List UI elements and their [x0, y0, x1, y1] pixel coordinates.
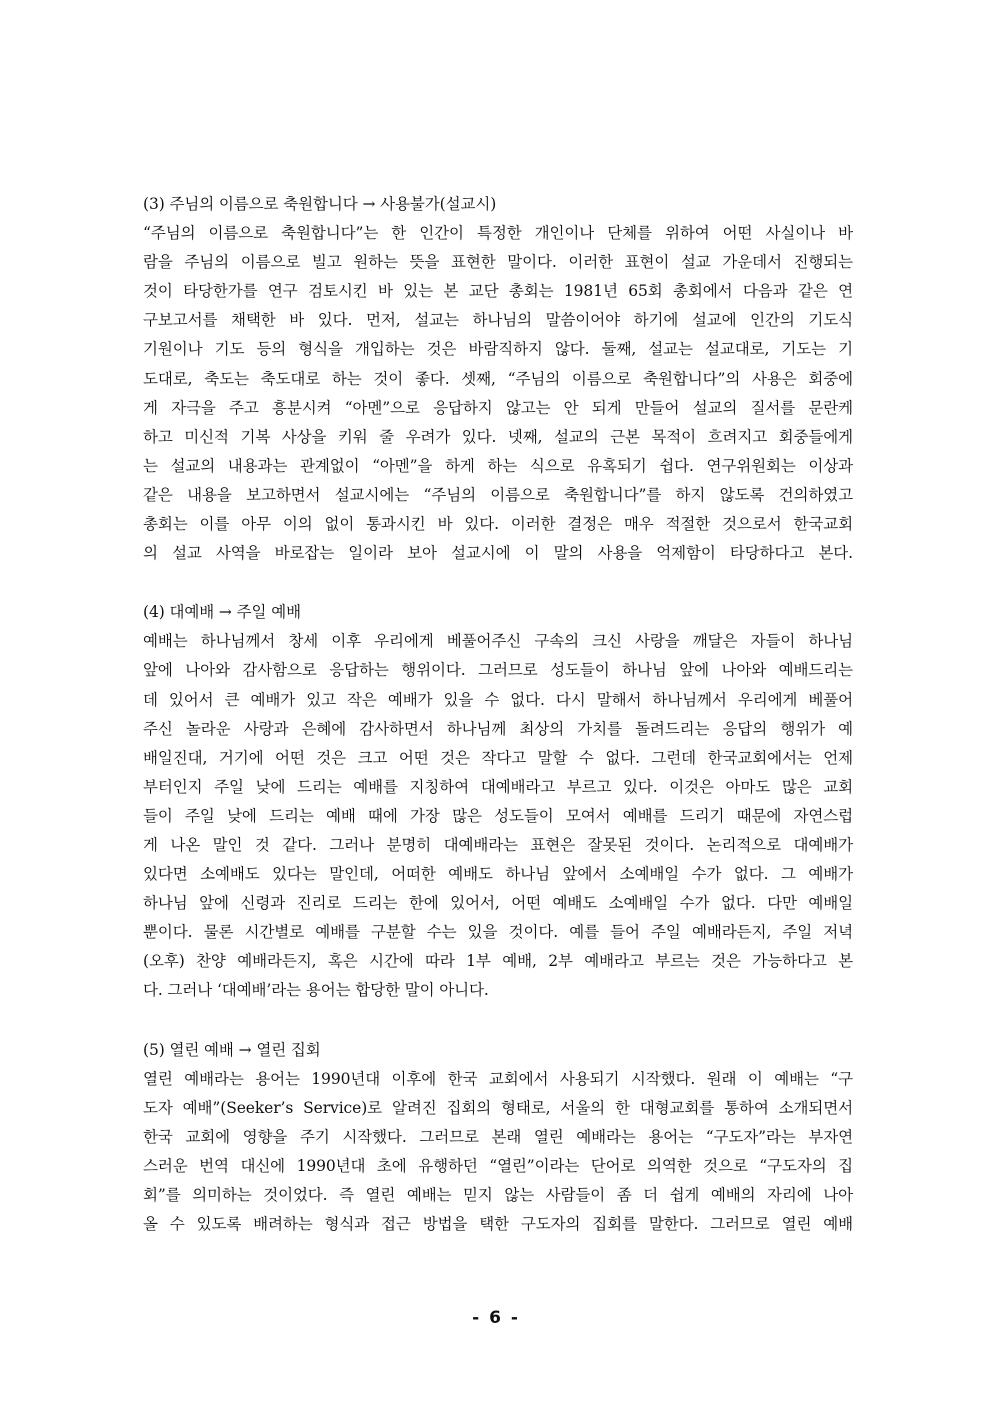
page-number: - 6 -	[472, 1308, 520, 1328]
paragraph-line: 스러운 번역 대신에 1990년대 초에 유행하던 “열린”이라는 단어로 의역한 것으로 “구도자의 집	[143, 1156, 853, 1175]
paragraph-line: 도대로, 축도는 축도대로 하는 것이 좋다. 셋째, “주님의 이름으로 축원합니다”의 사용은 회중에	[143, 369, 853, 388]
paragraph-line: 기원이나 기도 등의 형식을 개입하는 것은 바람직하지 않다. 둘째, 설교는 설교대로, 기도는 기	[143, 340, 853, 359]
paragraph-line: 총회는 이를 아무 이의 없이 통과시킨 바 있다. 이러한 결정은 매우 적절한 것으로서 한국교회	[143, 515, 853, 534]
paragraph-line: 배일진대, 거기에 어떤 것은 크고 어떤 것은 작다고 말할 수 없다. 그런데 한국교회에서는 언제	[143, 748, 853, 767]
section-blessing-in-name	[143, 190, 853, 568]
section-heading: (3) 주님의 이름으로 축원합니다 → 사용불가(설교시)	[143, 195, 497, 213]
paragraph-line: 게 나온 말인 것 같다. 그러나 분명히 대예배라는 표현은 잘못된 것이다. 논리적으로 대예배가	[143, 835, 853, 854]
paragraph-line: 회”를 의미하는 것이었다. 즉 열린 예배는 믿지 않는 사람들이 좀 더 쉽게 예배의 자리에 나아	[143, 1186, 853, 1204]
paragraph-line: 부터인지 주일 낮에 드리는 예배를 지칭하여 대예배라고 부르고 있다. 이것은 아마도 많은 교회	[143, 777, 853, 796]
section-heading: (5) 열린 예배 → 열린 집회	[143, 1040, 321, 1059]
paragraph-line: 올 수 있도록 배려하는 형식과 접근 방법을 택한 구도자의 집회를 말한다. 그러므로 열린 예배	[143, 1215, 853, 1234]
paragraph-line: 앞에 나아와 감사함으로 응답하는 행위이다. 그러므로 성도들이 하나님 앞에 나아와 예배드리는	[143, 661, 853, 680]
paragraph-line: 구보고서를 채택한 바 있다. 먼저, 설교는 하나님의 말씀이어야 하기에 설교에 인간의 기도식	[143, 311, 853, 330]
paragraph-line: 게 자극을 주고 흥분시켜 “아멘”으로 응답하지 않고는 안 되게 만들어 설교의 질서를 문란케	[143, 398, 853, 417]
paragraph-line: (오후) 찬양 예배라든지, 혹은 시간에 따라 1부 예배, 2부 예배라고 부르는 것은 가능하다고 본	[143, 952, 853, 971]
paragraph-line: 주신 놀라운 사랑과 은혜에 감사하면서 하나님께 최상의 가치를 돌려드리는 응답의 행위가 예	[143, 719, 853, 738]
section-main-worship	[143, 598, 853, 1005]
paragraph-line: 뿐이다. 물론 시간별로 예배를 구분할 수는 있을 것이다. 예를 들어 주일 예배라든지, 주일 저녁	[143, 923, 853, 942]
section-open-worship	[143, 1036, 853, 1240]
paragraph-line: “주님의 이름으로 축원합니다”는 한 인간이 특정한 개인이나 단체를 위하여 어떤 사실이나 바	[143, 224, 853, 243]
paragraph-line: 것이 타당한가를 연구 검토시킨 바 있는 본 교단 총회는 1981년 65회 총회에서 다음과 같은 연	[143, 282, 853, 301]
paragraph-line: 하나님 앞에 신령과 진리로 드리는 한에 있어서, 어떤 예배도 소예배일 수가 없다. 다만 예배일	[143, 894, 853, 913]
paragraph-line: 의 설교 사역을 바로잡는 일이라 보아 설교시에 이 말의 사용을 억제함이 타당하다고 본다.	[143, 544, 853, 563]
paragraph-line: 들이 주일 낮에 드리는 예배 때에 가장 많은 성도들이 모여서 예배를 드리기 때문에 자연스럽	[143, 806, 853, 825]
paragraph-line: 열린 예배라는 용어는 1990년대 이후에 한국 교회에서 사용되기 시작했다. 원래 이 예배는 “구	[143, 1069, 853, 1088]
paragraph-line: 있다면 소예배도 있다는 말인데, 어떠한 예배도 하나님 앞에서 소예배일 수가 없다. 그 예배가	[143, 865, 853, 884]
section-heading: (4) 대예배 → 주일 예배	[143, 603, 301, 622]
paragraph-line: 같은 내용을 보고하면서 설교시에는 “주님의 이름으로 축원합니다”를 하지 않도록 건의하였고	[143, 485, 853, 504]
paragraph-line: 다. 그러나 ‘대예배’라는 용어는 합당한 말이 아니다.	[143, 981, 489, 1000]
paragraph-line: 람을 주님의 이름으로 빌고 원하는 뜻을 표현한 말이다. 이러한 표현이 설교 가운데서 진행되는	[143, 253, 853, 272]
document-page	[143, 190, 853, 1239]
paragraph-line: 는 설교의 내용과는 관계없이 “아멘”을 하게 하는 식으로 유혹되기 쉽다. 연구위원회는 이상과	[143, 456, 853, 475]
paragraph-line: 예배는 하나님께서 창세 이후 우리에게 베풀어주신 구속의 크신 사랑을 깨달은 자들이 하나님	[143, 632, 853, 651]
paragraph-line: 데 있어서 큰 예배가 있고 작은 예배가 있을 수 없다. 다시 말해서 하나님께서 우리에게 베풀어	[143, 690, 853, 709]
paragraph-line: 하고 미신적 기복 사상을 키워 줄 우려가 있다. 넷째, 설교의 근본 목적이 흐려지고 회중들에게	[143, 427, 853, 446]
paragraph-line: 한국 교회에 영향을 주기 시작했다. 그러므로 본래 열린 예배라는 용어는 “구도자”라는 부자연	[143, 1127, 853, 1146]
paragraph-line: 도자 예배”(Seeker’s Service)로 알려진 집회의 형태로, 서울의 한 대형교회를 통하여 소개되면서	[143, 1098, 853, 1117]
